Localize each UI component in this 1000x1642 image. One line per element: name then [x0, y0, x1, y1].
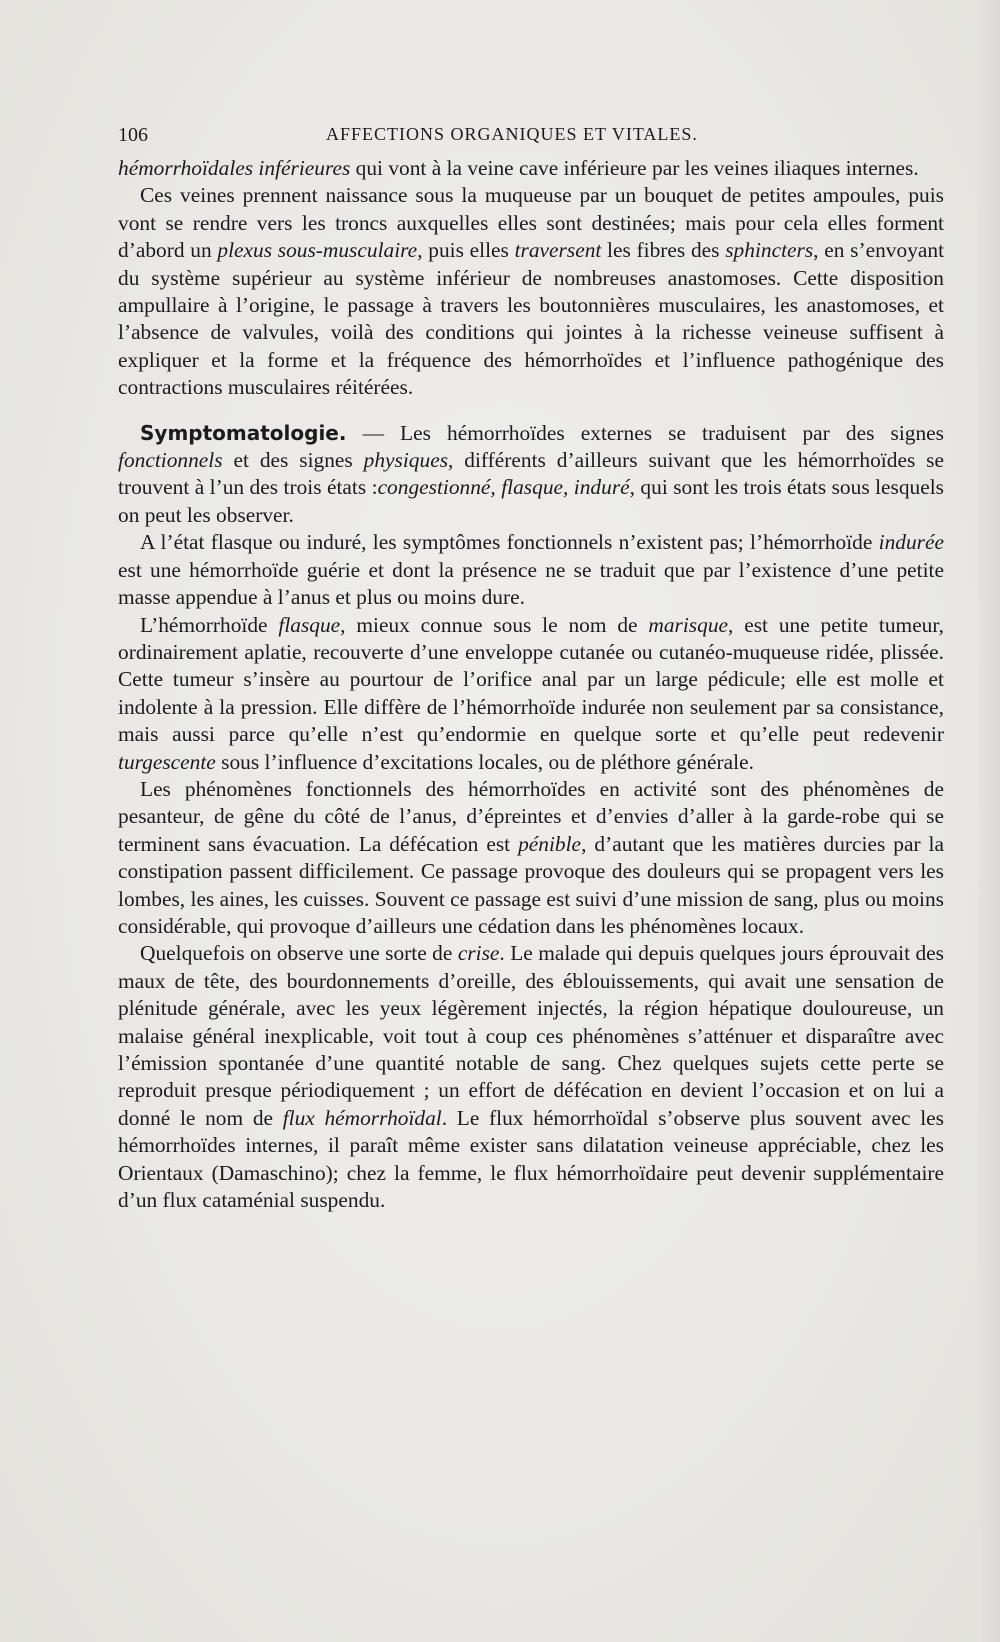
text-run-italic: indurée [878, 530, 944, 555]
text-run: les fibres des [601, 238, 726, 263]
text-run-italic: physiques [363, 448, 449, 473]
text-run: A l’état flasque ou induré, les symptômes fonctionnels n’existent pas; l’hémorrhoïde [140, 530, 879, 555]
page-edge [978, 0, 1000, 1642]
text-run: — Les hémorrhoïdes externes se traduisent par des signes [346, 420, 944, 445]
paragraph [118, 776, 944, 940]
page-header [118, 120, 932, 152]
text-run: qui vont à la veine cave inférieure par les veines iliaques internes. [350, 156, 919, 180]
text-run: . Le flux hémorrhoïdal s’observe plus souvent avec les hémorrhoïdes internes, il paraît même exister sans dilatation veineuse appréciable, chez les Orientaux (Damaschino); chez la femme, le flux hémorrhoïdaire peut devenir supplémentaire d’un flux cataménial suspendu. [118, 1105, 944, 1213]
text-run: , puis elles [417, 238, 515, 263]
running-title: AFFECTIONS ORGANIQUES ET VITALES. [326, 124, 698, 144]
paragraph [118, 612, 944, 776]
body-text [118, 155, 944, 1214]
text-run: Ces veines prennent naissance sous la muqueuse par un bouquet de petites ampoules, puis vont se rendre vers les troncs auxquelles elles sont destinées; mais pour cela elles forment d’abord un [118, 183, 944, 263]
section-heading: Symptomatologie. [140, 420, 347, 445]
text-run-italic: marisque [648, 612, 729, 637]
paragraph [118, 182, 944, 401]
text-run: Les phénomènes fonctionnels des hémorrhoïdes en activité sont des phénomènes de pesanteur, de gêne du côté de l’anus, d’épreintes et d’envies d’aller à la garde-robe qui se terminent sans évacuation. La défécation est [118, 776, 944, 856]
paragraph [118, 420, 944, 530]
text-run: , mieux connue sous le nom de [340, 612, 649, 637]
paragraph [118, 940, 944, 1214]
text-run-italic: crise [457, 941, 500, 966]
text-run: est une hémorrhoïde guérie et dont la présence ne se traduit que par l’existence d’une petite masse appendue à l’anus et plus ou moins dure. [118, 557, 944, 610]
text-run-italic: plexus sous-musculaire [217, 238, 418, 263]
text-run-italic: pénible [518, 831, 582, 856]
text-run-italic: congestionné, flasque, induré [377, 475, 630, 500]
text-run-italic: fonctionnels [118, 448, 223, 473]
text-run-italic: traversent [514, 238, 602, 263]
text-run: sous l’influence d’excitations locales, ou de pléthore générale. [215, 749, 754, 774]
text-run-italic: hémorrhoïdales inférieures [118, 156, 351, 180]
text-run-italic: flasque [278, 612, 341, 637]
paragraph [118, 529, 944, 611]
text-run-italic: turgescente [118, 749, 216, 774]
text-run: L’hémorrhoïde [140, 612, 279, 637]
text-run: , différents d’ailleurs suivant que les hémorrhoïdes se trouvent à l’un des trois états : [118, 448, 944, 500]
text-run: , est une petite tumeur, ordinairement aplatie, recouverte d’une enveloppe cutanée ou cutanéo-muqueuse ridée, plissée. Cette tumeur s’insère au pourtour de l’orifice anal par un large pédicule; elle est molle et indolente à la pression. Elle diffère de l’hémorrhoïde indurée non seulement par sa consistance, mais aussi parce qu’elle n’est qu’endormie en quelque sorte et qu’elle peut redevenir [118, 612, 944, 747]
text-run-italic: sphincters [725, 238, 814, 263]
text-run: . Le malade qui depuis quelques jours éprouvait des maux de tête, des bourdonnements d’oreille, des éblouissements, qui avait une sensation de plénitude générale, avec les yeux légèrement injectés, la région hépatique douloureuse, un malaise général inexplicable, voit tout à coup ces phénomènes s’atténuer et disparaître avec l’émission spontanée d’une quantité notable de sang. Chez quelques sujets cette perte se reproduit presque périodiquement ; un effort de défécation en devient l’occasion et on lui a donné le nom de [118, 941, 944, 1130]
page-number: 106 [118, 124, 148, 146]
text-run: Quelquefois on observe une sorte de [140, 941, 458, 966]
text-run-italic: flux hémorrhoïdal [282, 1105, 442, 1130]
text-run: , d’autant que les matières durcies par la constipation passent difficilement. Ce passage provoque des douleurs qui se propagent vers les lombes, les aines, les cuisses. Souvent ce passage est suivi d’une mission de sang, plus ou moins considérable, qui provoque d’ailleurs une cédation dans les phénomènes locaux. [118, 831, 944, 938]
paragraph [118, 155, 944, 182]
text-run: , en s’envoyant du système supérieur au système inférieur de nombreuses anastomoses. Cette disposition ampullaire à l’origine, le passage à travers les boutonnières musculaires, les anastomoses, et l’absence de valvules, voilà des conditions qui jointes à la richesse veineuse suffisent à expliquer et la forme et la fréquence des hémorrhoïdes et l’influence pathogénique des contractions musculaires réitérées. [118, 238, 945, 400]
text-run: et des signes [222, 448, 364, 473]
text-run: , qui sont les trois états sous lesquels on peut les observer. [118, 475, 944, 527]
